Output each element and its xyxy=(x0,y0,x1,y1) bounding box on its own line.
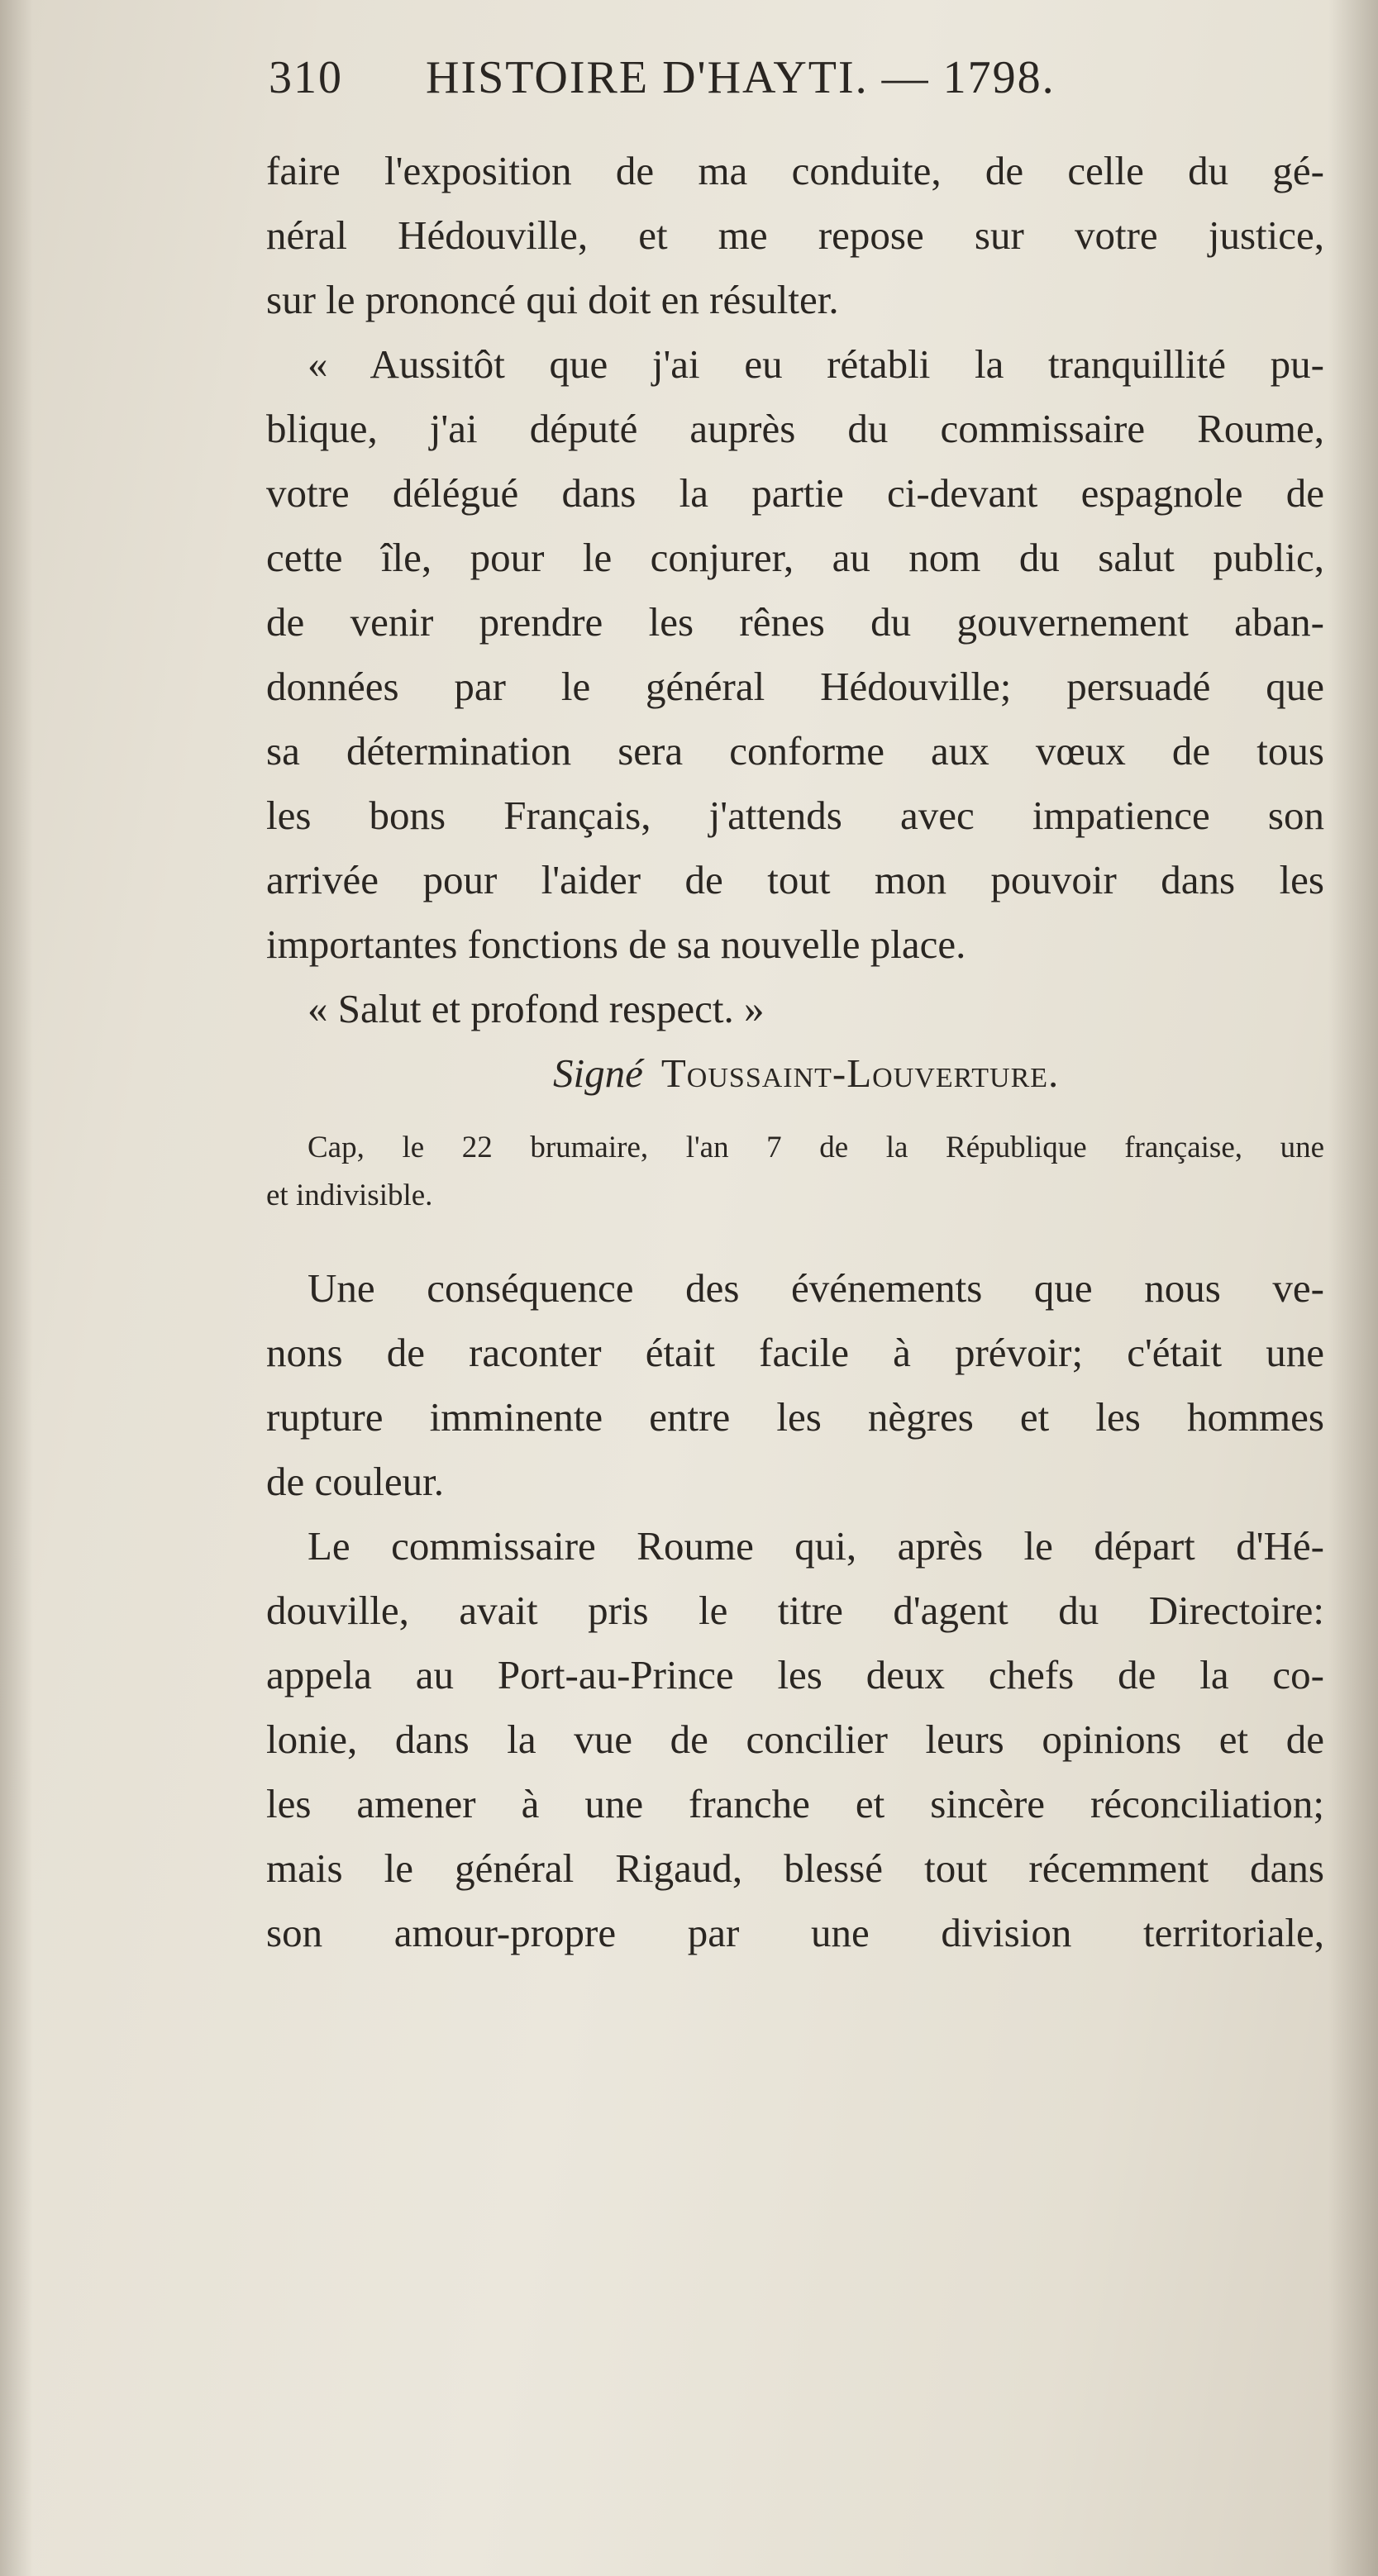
text-line: blique, j'ai député auprès du commissaire Roume, xyxy=(266,406,1324,451)
signe-label: Signé xyxy=(553,1050,643,1096)
text-line: douville, avait pris le titre d'agent du Directoire: xyxy=(266,1588,1324,1633)
text-line: Une conséquence des événements que nous ve- xyxy=(308,1265,1324,1311)
text-line: rupture imminente entre les nègres et les hommes xyxy=(266,1394,1324,1440)
dateline: et indivisible. xyxy=(266,1178,433,1212)
text-line: faire l'exposition de ma conduite, de celle du gé- xyxy=(266,148,1324,193)
page-edge-shadow-right xyxy=(1328,0,1378,2576)
text-line: appela au Port-au-Prince les deux chefs de la co- xyxy=(266,1652,1324,1697)
text-line: lonie, dans la vue de concilier leurs opinions et de xyxy=(266,1717,1324,1762)
text-line: nons de raconter était facile à prévoir; c'était une xyxy=(266,1330,1324,1375)
text-line: sur le prononcé qui doit en résulter. xyxy=(266,277,839,322)
text-line: néral Hédouville, et me repose sur votre justice, xyxy=(266,212,1324,258)
page-edge-shadow-left xyxy=(0,0,33,2576)
page-number: 310 xyxy=(269,52,343,103)
text-line: les bons Français, j'attends avec impatience son xyxy=(266,793,1324,838)
text-line: mais le général Rigaud, blessé tout récemment dans xyxy=(266,1845,1324,1891)
text-line: cette île, pour le conjurer, au nom du salut public, xyxy=(266,535,1324,580)
text-line: données par le général Hédouville; persuadé que xyxy=(266,664,1324,709)
text-line: de venir prendre les rênes du gouvernement aban- xyxy=(266,599,1324,645)
text-line: importantes fonctions de sa nouvelle place. xyxy=(266,921,966,967)
dateline: Cap, le 22 brumaire, l'an 7 de la République française, une xyxy=(308,1131,1324,1164)
signature-line xyxy=(266,1041,1324,1106)
running-header xyxy=(269,51,1327,104)
text-line: Le commissaire Roume qui, après le départ d'Hé- xyxy=(308,1523,1324,1569)
text-line: « Aussitôt que j'ai eu rétabli la tranquillité pu- xyxy=(308,341,1324,387)
running-title: HISTOIRE D'HAYTI. — 1798. xyxy=(426,52,1056,103)
page-text xyxy=(266,139,1324,1965)
text-line: son amour-propre par une division territoriale, xyxy=(266,1910,1324,1955)
letter-closing: « Salut et profond respect. » xyxy=(308,986,765,1031)
signature-name: Toussaint-Louverture. xyxy=(660,1050,1060,1096)
text-line: votre délégué dans la partie ci-devant espagnole de xyxy=(266,470,1324,516)
text-line: de couleur. xyxy=(266,1459,444,1504)
text-line: les amener à une franche et sincère réconciliation; xyxy=(266,1781,1324,1826)
text-line: arrivée pour l'aider de tout mon pouvoir dans les xyxy=(266,857,1324,902)
text-line: sa détermination sera conforme aux vœux de tous xyxy=(266,728,1324,774)
